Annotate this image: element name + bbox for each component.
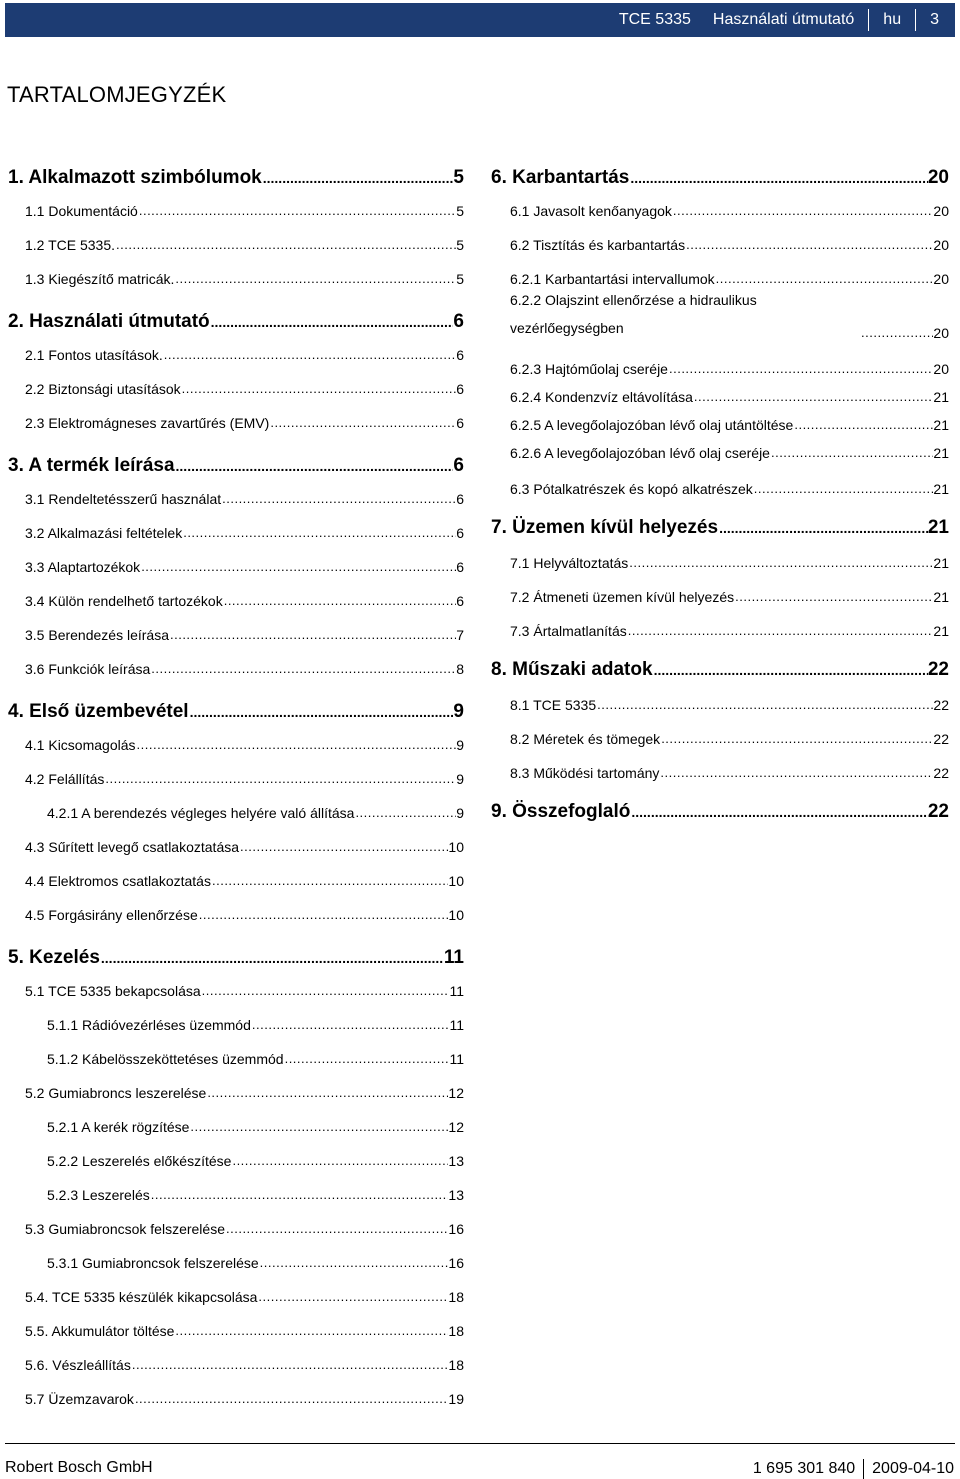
toc-entry-page: 18 (448, 1323, 464, 1339)
header-divider (868, 9, 869, 31)
toc-entry-page: 7 (456, 627, 464, 643)
toc-entry-label: 5.2.3 Leszerelés (47, 1187, 150, 1203)
toc-entry-page: 5 (456, 271, 464, 287)
footer-date: 2009-04-10 (872, 1460, 954, 1477)
toc-entry (491, 266, 949, 288)
toc-dot-leader (770, 444, 933, 462)
toc-entry-page: 13 (448, 1153, 464, 1169)
toc-entry-page: 5 (453, 167, 464, 188)
toc-entry-page: 8 (456, 661, 464, 677)
page-header (5, 3, 955, 37)
toc-entry (8, 622, 464, 644)
toc-entry-label: 1.2 TCE 5335. (25, 237, 116, 253)
toc-entry-page: 16 (448, 1221, 464, 1237)
toc-entry-label: 6.1 Javasolt kenőanyagok (510, 203, 672, 219)
toc-entry-label: 7. Üzemen kívül helyezés (491, 517, 719, 538)
toc-entry-label: 5.2.1 A kerék rögzítése (47, 1119, 190, 1135)
toc-entry (8, 1182, 464, 1204)
toc-entry (8, 766, 464, 788)
toc-entry-page: 6 (456, 593, 464, 609)
toc-entry-label: 4.5 Forgásirány ellenőrzése (25, 907, 198, 923)
toc-entry-page: 6 (453, 311, 464, 332)
toc-entry-label: 4.2 Felállítás (25, 771, 105, 787)
page-title: TARTALOMJEGYZÉK (7, 82, 227, 107)
toc-chapter-entry (8, 698, 464, 724)
toc-entry-label: 5.3.1 Gumiabroncsok felszerelése (47, 1255, 259, 1271)
toc-dot-leader (223, 592, 457, 610)
toc-dot-leader (138, 202, 456, 220)
toc-entry (491, 726, 949, 748)
toc-entry-page: 9 (456, 737, 464, 753)
toc-entry (8, 1046, 464, 1068)
toc-entry (8, 342, 464, 364)
toc-entry (491, 384, 949, 406)
toc-entry-page: 10 (448, 873, 464, 889)
toc-chapter-entry (491, 798, 949, 824)
toc-entry-page: 6 (456, 559, 464, 575)
toc-entry-page: 5 (456, 237, 464, 253)
toc-entry (8, 1284, 464, 1306)
toc-entry (491, 618, 949, 640)
toc-entry-page: 20 (933, 361, 949, 377)
toc-dot-leader (225, 1220, 448, 1238)
toc-entry-label: 6.2.3 Hajtóműolaj cseréje (510, 361, 668, 377)
toc-dot-leader (672, 202, 934, 220)
toc-entry (491, 692, 949, 714)
toc-dot-leader (206, 1084, 448, 1102)
toc-entry-label: 3.2 Alkalmazási feltételek (25, 525, 183, 541)
toc-entry-page: 11 (449, 1051, 464, 1067)
toc-entry (491, 760, 949, 782)
toc-entry-label: 4.3 Sűrített levegő csatlakoztatása (25, 839, 240, 855)
toc-entry-page: 19 (448, 1391, 464, 1407)
toc-entry-label: 5.1.1 Rádióvezérléses üzemmód (47, 1017, 251, 1033)
footer-divider (5, 1443, 955, 1444)
toc-entry-label: 6.2.6 A levegőolajozóban lévő olaj cseréje (510, 445, 770, 461)
toc-dot-leader (659, 764, 933, 782)
toc-dot-leader (175, 454, 454, 478)
toc-entry-page: 9 (456, 771, 464, 787)
toc-entry-label: 3. A termék leírása (8, 455, 175, 476)
toc-entry-page: 13 (448, 1187, 464, 1203)
toc-entry (8, 1250, 464, 1272)
toc-entry (491, 198, 949, 220)
toc-entry-page: 21 (933, 481, 949, 497)
toc-entry (491, 584, 949, 606)
toc-dot-leader (269, 414, 456, 432)
toc-entry-label: 5.2 Gumiabroncs leszerelése (25, 1085, 207, 1101)
toc-dot-leader (140, 558, 456, 576)
toc-entry (8, 554, 464, 576)
toc-entry (8, 1148, 464, 1170)
toc-entry (8, 1080, 464, 1102)
toc-entry (491, 292, 949, 342)
toc-entry-label: 1. Alkalmazott szimbólumok (8, 167, 262, 188)
toc-entry-page: 21 (933, 417, 949, 433)
toc-dot-leader (860, 324, 933, 342)
toc-dot-leader (221, 490, 456, 508)
toc-entry (8, 978, 464, 1000)
toc-chapter-entry (8, 308, 464, 334)
toc-entry-label: 7.1 Helyváltoztatás (510, 555, 629, 571)
toc-chapter-entry (8, 944, 464, 970)
toc-entry-label: 9. Összefoglaló (491, 801, 631, 822)
toc-entry-page: 20 (927, 167, 949, 188)
toc-entry-page: 16 (448, 1255, 464, 1271)
toc-entry-page: 22 (933, 765, 949, 781)
toc-entry-page: 6 (453, 455, 464, 476)
toc-entry (8, 410, 464, 432)
toc-entry-label: 6. Karbantartás (491, 167, 630, 188)
toc-entry-label: 5.5. Akkumulátor töltése (25, 1323, 175, 1339)
toc-entry (8, 868, 464, 890)
toc-dot-leader (753, 480, 934, 498)
toc-entry (8, 232, 464, 254)
toc-entry-page: 6 (456, 381, 464, 397)
toc-chapter-entry (8, 164, 464, 190)
toc-entry-page: 22 (927, 659, 949, 680)
header-doc-code: TCE 5335 (618, 11, 691, 28)
toc-dot-leader (100, 946, 444, 970)
toc-dot-leader (685, 236, 933, 254)
toc-entry-label: 5.7 Üzemzavarok (25, 1391, 134, 1407)
toc-entry (8, 486, 464, 508)
toc-dot-leader (198, 906, 449, 924)
toc-entry-label: 5.6. Vészleállítás (25, 1357, 131, 1373)
toc-entry-label: 1.1 Dokumentáció (25, 203, 138, 219)
toc-entry-label: 2.3 Elektromágneses zavartűrés (EMV) (25, 415, 270, 431)
toc-dot-leader (231, 1152, 448, 1170)
toc-entry-page: 18 (448, 1357, 464, 1373)
toc-entry-page: 22 (933, 697, 949, 713)
toc-dot-leader (630, 800, 927, 824)
toc-dot-leader (354, 804, 456, 822)
toc-entry (8, 520, 464, 542)
toc-entry-page: 5 (456, 203, 464, 219)
toc-entry-label: 4.4 Elektromos csatlakoztatás (25, 873, 211, 889)
toc-entry-page: 11 (449, 983, 464, 999)
toc-entry (8, 656, 464, 678)
toc-entry-label: 3.3 Alaptartozékok (25, 559, 141, 575)
toc-entry-page: 20 (933, 203, 949, 219)
toc-entry-page: 22 (933, 731, 949, 747)
toc-entry-label: 6.2.5 A levegőolajozóban lévő olaj utántöltése (510, 417, 794, 433)
toc-chapter-entry (491, 656, 949, 682)
toc-entry (491, 476, 949, 498)
toc-entry-page: 6 (456, 347, 464, 363)
toc-entry (8, 902, 464, 924)
toc-dot-leader (181, 380, 457, 398)
toc-chapter-entry (491, 514, 949, 540)
toc-entry-label: 7.2 Átmeneti üzemen kívül helyezés (510, 589, 735, 605)
toc-entry-label: 1.3 Kiegészítő matricák. (25, 271, 175, 287)
toc-entry-page: 21 (927, 517, 949, 538)
toc-entry (8, 1216, 464, 1238)
toc-dot-leader (201, 982, 450, 1000)
footer-separator (863, 1459, 864, 1479)
toc-entry-page: 9 (456, 805, 464, 821)
toc-entry (8, 198, 464, 220)
toc-entry-page: 9 (453, 701, 464, 722)
toc-entry (491, 232, 949, 254)
toc-entry-page: 21 (933, 389, 949, 405)
header-divider (915, 9, 916, 31)
toc-entry (8, 1352, 464, 1374)
toc-dot-leader (189, 700, 454, 724)
toc-chapter-entry (8, 452, 464, 478)
toc-entry (491, 356, 949, 378)
toc-dot-leader (734, 588, 933, 606)
header-page-number: 3 (930, 11, 939, 28)
toc-dot-leader (693, 388, 934, 406)
toc-dot-leader (793, 416, 933, 434)
toc-entry-label: 3.6 Funkciók leírása (25, 661, 151, 677)
toc-dot-leader (668, 360, 933, 378)
toc-entry-label: 5.3 Gumiabroncsok felszerelése (25, 1221, 225, 1237)
toc-entry-page: 12 (448, 1119, 464, 1135)
toc-entry (491, 412, 949, 434)
toc-entry-label: 5.4. TCE 5335 készülék kikapcsolása (25, 1289, 258, 1305)
toc-entry-label: 6.2 Tisztítás és karbantartás (510, 237, 686, 253)
toc-entry (8, 834, 464, 856)
toc-dot-leader (629, 166, 928, 190)
toc-entry (8, 732, 464, 754)
toc-entry-label: 5.2.2 Leszerelés előkészítése (47, 1153, 232, 1169)
toc-entry-label: 4.2.1 A berendezés végleges helyére való állítása (47, 805, 355, 821)
toc-entry-label: 7.3 Ártalmatlanítás (510, 623, 627, 639)
toc-dot-leader (596, 696, 933, 714)
toc-dot-leader (134, 1390, 448, 1408)
toc-entry-label: 8.2 Méretek és tömegek (510, 731, 661, 747)
toc-entry-page: 6 (456, 415, 464, 431)
toc-dot-leader (174, 270, 456, 288)
toc-entry-page: 6 (456, 491, 464, 507)
toc-entry (491, 550, 949, 572)
toc-dot-leader (150, 660, 456, 678)
toc-entry-label: 3.1 Rendeltetésszerű használat (25, 491, 222, 507)
footer-company: Robert Bosch GmbH (5, 1459, 153, 1476)
toc-entry-label: 4. Első üzembevétel (8, 701, 189, 722)
toc-entry-page: 21 (933, 589, 949, 605)
toc-entry-page: 21 (933, 555, 949, 571)
toc-entry-label: 2. Használati útmutató (8, 311, 210, 332)
toc-dot-leader (210, 310, 454, 334)
toc-entry-page: 21 (933, 445, 949, 461)
toc-entry (8, 1386, 464, 1408)
toc-entry-label: 6.2.2 Olajszint ellenőrzése a hidraulikus vezérlőegységben (510, 292, 757, 336)
toc-entry-page: 20 (933, 237, 949, 253)
toc-entry (8, 588, 464, 610)
toc-entry (8, 1318, 464, 1340)
toc-entry (8, 800, 464, 822)
toc-dot-leader (259, 1254, 449, 1272)
toc-entry-label: 3.4 Külön rendelhető tartozékok (25, 593, 223, 609)
toc-dot-leader (628, 554, 933, 572)
toc-dot-leader (239, 838, 448, 856)
toc-dot-leader (189, 1118, 448, 1136)
toc-entry-page: 12 (448, 1085, 464, 1101)
toc-dot-leader (104, 770, 456, 788)
toc-dot-leader (131, 1356, 449, 1374)
toc-entry-label: 6.2.1 Karbantartási intervallumok (510, 271, 715, 287)
toc-dot-leader (653, 658, 928, 682)
toc-dot-leader (174, 1322, 448, 1340)
toc-dot-leader (262, 166, 454, 190)
toc-entry (8, 1114, 464, 1136)
toc-entry-label: 5. Kezelés (8, 947, 100, 968)
toc-entry-page: 10 (448, 907, 464, 923)
toc-dot-leader (150, 1186, 449, 1204)
toc-entry-page: 20 (933, 271, 949, 287)
toc-entry (8, 266, 464, 288)
toc-dot-leader (115, 236, 456, 254)
toc-entry-label: 8. Műszaki adatok (491, 659, 653, 680)
toc-entry-label: 8.1 TCE 5335 (510, 697, 597, 713)
toc-entry-label: 8.3 Működési tartomány (510, 765, 660, 781)
toc-dot-leader (251, 1016, 450, 1034)
toc-dot-leader (163, 346, 456, 364)
footer-doc-number: 1 695 301 840 (752, 1460, 856, 1477)
toc-dot-leader (718, 516, 928, 540)
toc-entry-page: 11 (443, 947, 464, 968)
toc-chapter-entry (491, 164, 949, 190)
header-language: hu (883, 11, 902, 28)
toc-dot-leader (660, 730, 933, 748)
toc-entry-label: 5.1.2 Kábelösszeköttetéses üzemmód (47, 1051, 284, 1067)
toc-dot-leader (182, 524, 456, 542)
toc-entry-page: 20 (933, 325, 949, 341)
header-doc-title: Használati útmutató (712, 11, 855, 28)
toc-entry-page: 11 (449, 1017, 464, 1033)
toc-dot-leader (211, 872, 448, 890)
toc-dot-leader (136, 736, 457, 754)
toc-entry-label: 4.1 Kicsomagolás (25, 737, 136, 753)
toc-entry-label: 2.1 Fontos utasítások. (25, 347, 163, 363)
toc-entry (8, 1012, 464, 1034)
toc-entry (8, 376, 464, 398)
toc-entry-label: 6.2.4 Kondenzvíz eltávolítása (510, 389, 693, 405)
toc-entry-page: 18 (448, 1289, 464, 1305)
toc-dot-leader (284, 1050, 450, 1068)
footer-info (753, 1459, 954, 1479)
toc-dot-leader (257, 1288, 448, 1306)
toc-dot-leader (169, 626, 456, 644)
toc-entry-label: 3.5 Berendezés leírása (25, 627, 169, 643)
toc-entry-label: 6.3 Pótalkatrészek és kopó alkatrészek (510, 481, 753, 497)
toc-dot-leader (627, 622, 934, 640)
toc-entry-page: 22 (927, 801, 949, 822)
toc-entry-label: 2.2 Biztonsági utasítások (25, 381, 181, 397)
toc-entry-page: 21 (933, 623, 949, 639)
toc-entry (491, 440, 949, 462)
toc-entry-page: 10 (448, 839, 464, 855)
toc-entry-label: 5.1 TCE 5335 bekapcsolása (25, 983, 201, 999)
toc-entry-page: 6 (456, 525, 464, 541)
